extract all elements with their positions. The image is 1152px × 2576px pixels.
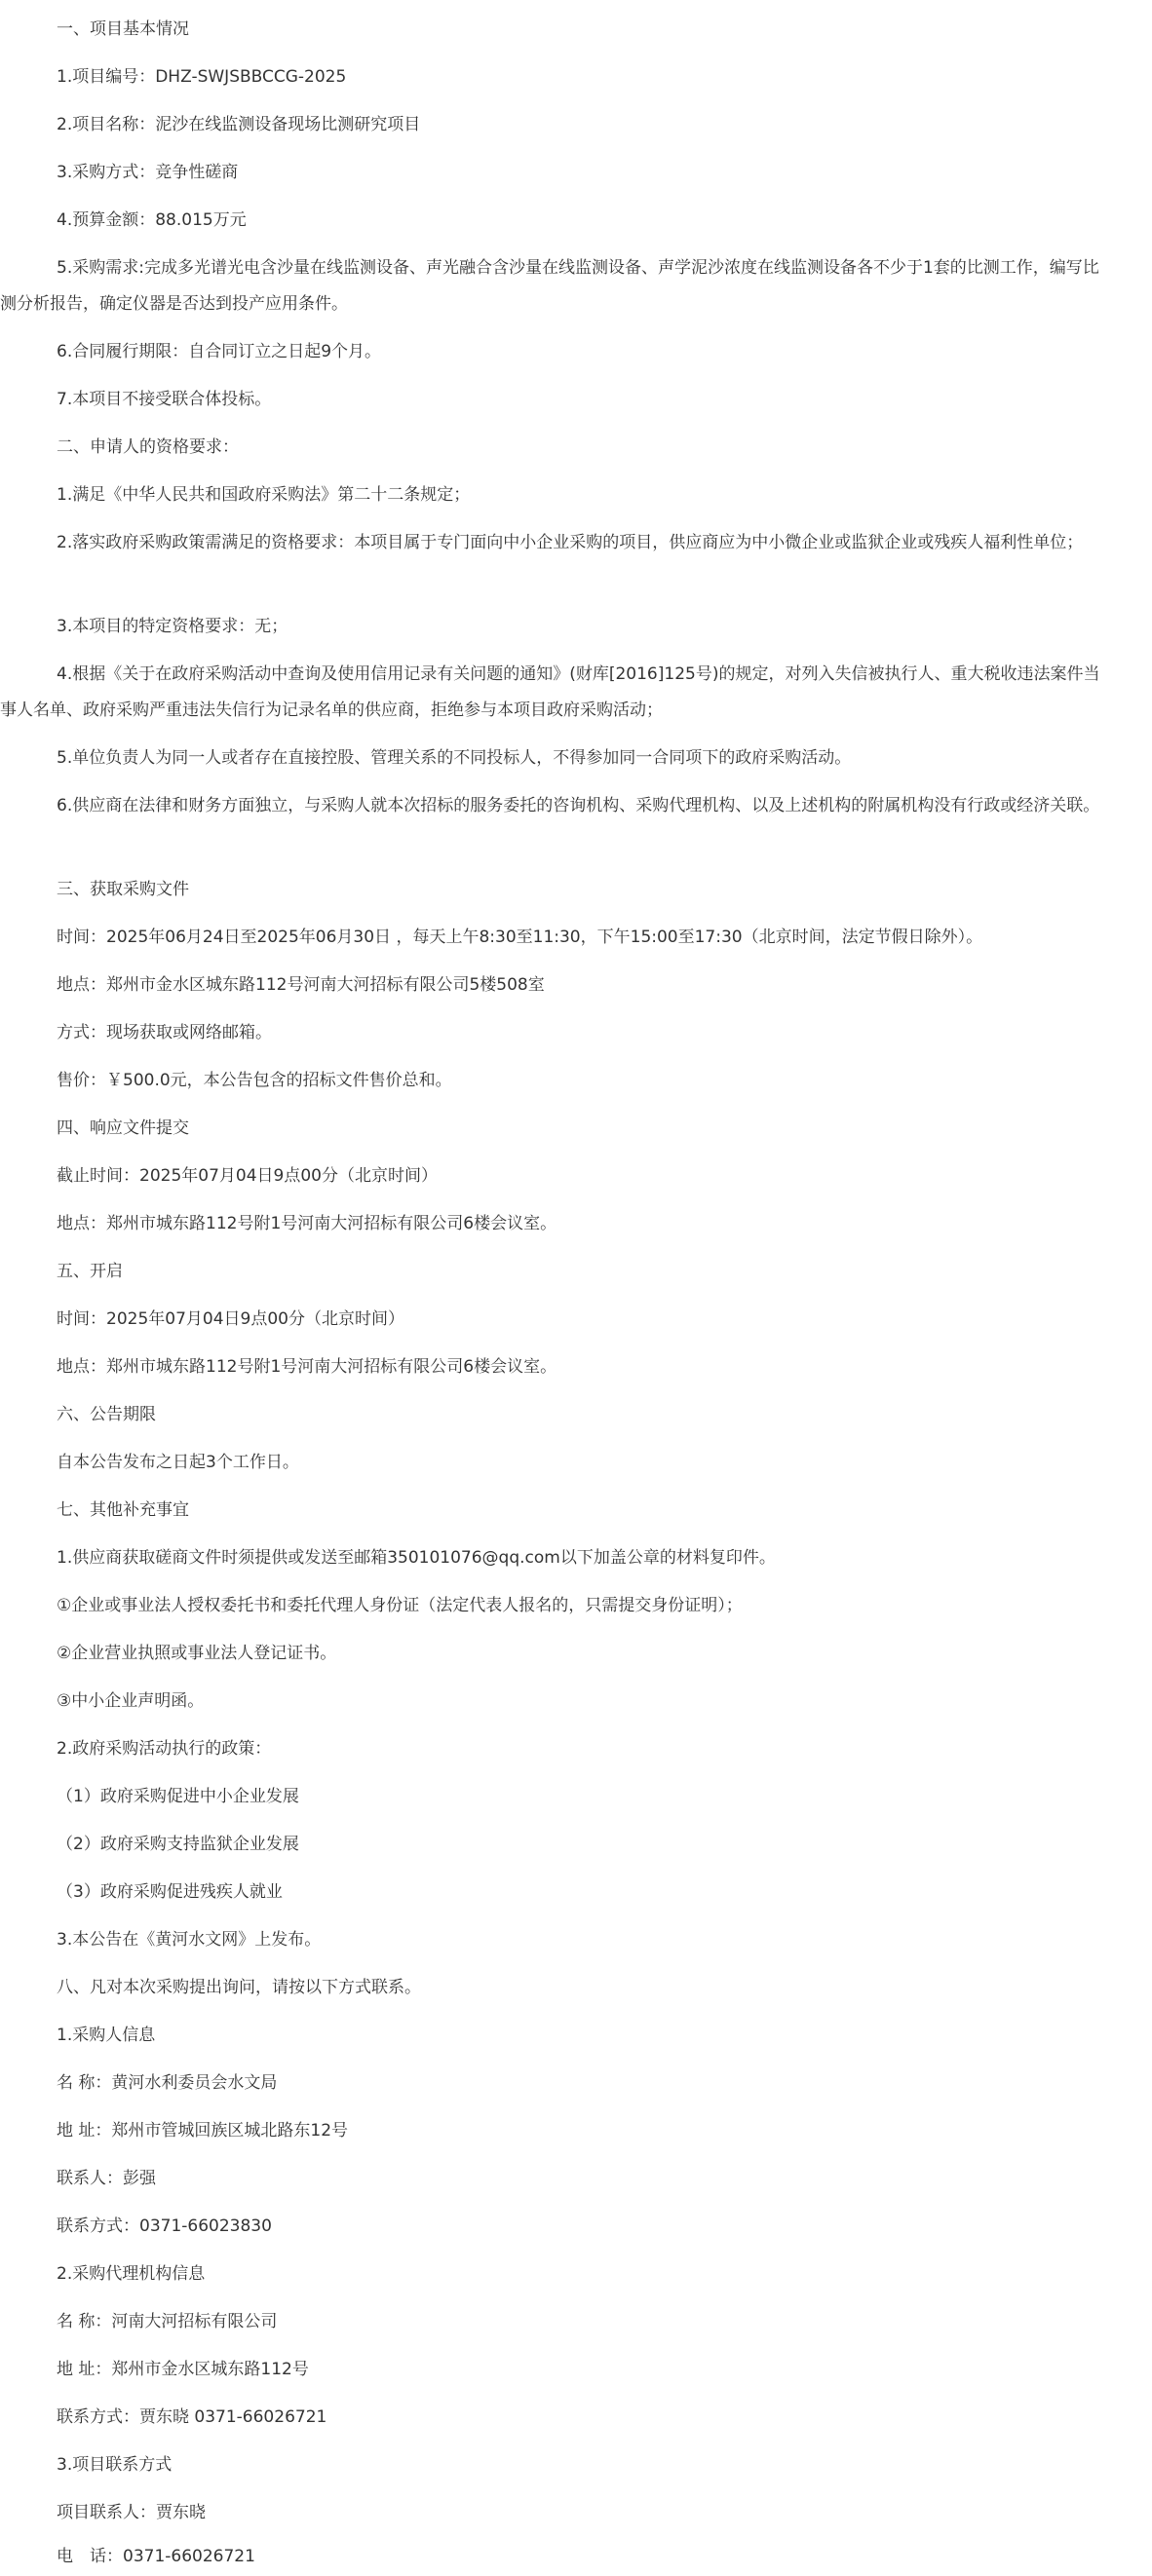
paragraph: 3.采购方式：竞争性磋商 — [57, 163, 239, 182]
paragraph: 售价：￥500.0元，本公告包含的招标文件售价总和。 — [57, 1071, 452, 1090]
section-heading: 四、响应文件提交 — [57, 1118, 189, 1138]
paragraph: ③中小企业声明函。 — [57, 1691, 205, 1711]
section-heading: 二、申请人的资格要求： — [57, 437, 239, 457]
paragraph: 方式：现场获取或网络邮箱。 — [57, 1023, 272, 1042]
paragraph: 1.满足《中华人民共和国政府采购法》第二十二条规定； — [57, 485, 471, 505]
paragraph: 1.供应商获取磋商文件时须提供或发送至邮箱350101076@qq.com以下加盖公章的材料复印件。 — [57, 1548, 776, 1568]
paragraph: 名 称：黄河水利委员会水文局 — [57, 2073, 278, 2093]
paragraph: 4.根据《关于在政府采购活动中查询及使用信用记录有关问题的通知》(财库[2016]125号)的规定，对列入失信被执行人、重大税收违法案件当事人名单、政府采购严重违法失信行为记录名单的供应商，拒绝参与本项目政府采购活动； — [0, 664, 1100, 720]
paragraph: 地 址：郑州市金水区城东路112号 — [57, 2360, 309, 2379]
paragraph: （3）政府采购促进残疾人就业 — [57, 1882, 283, 1902]
section-heading: 一、项目基本情况 — [57, 19, 189, 39]
paragraph: 2.落实政府采购政策需满足的资格要求：本项目属于专门面向中小企业采购的项目，供应商应为中小微企业或监狱企业或残疾人福利性单位； — [57, 533, 1084, 552]
paragraph: ②企业营业执照或事业法人登记证书。 — [57, 1644, 337, 1663]
paragraph: 地 址：郑州市管城回族区城北路东12号 — [57, 2121, 349, 2140]
paragraph: 电 话：0371-66026721 — [57, 2547, 255, 2566]
paragraph: 时间：2025年07月04日9点00分（北京时间） — [57, 1309, 404, 1329]
paragraph: 名 称：河南大河招标有限公司 — [57, 2312, 278, 2331]
paragraph: 3.本项目的特定资格要求：无； — [57, 617, 288, 636]
paragraph: 地点：郑州市城东路112号附1号河南大河招标有限公司6楼会议室。 — [57, 1357, 557, 1377]
paragraph: 4.预算金额：88.015万元 — [57, 210, 247, 230]
paragraph: 7.本项目不接受联合体投标。 — [57, 390, 272, 409]
section-heading: 三、获取采购文件 — [57, 880, 189, 899]
paragraph: 5.单位负责人为同一人或者存在直接控股、管理关系的不同投标人，不得参加同一合同项下的政府采购活动。 — [57, 748, 852, 768]
paragraph: 2.采购代理机构信息 — [57, 2264, 206, 2284]
paragraph: ①企业或事业法人授权委托书和委托代理人身份证（法定代表人报名的，只需提交身份证明）； — [57, 1596, 743, 1615]
paragraph: 时间：2025年06月24日至2025年06月30日 ，每天上午8:30至11:30，下午15:00至17:30（北京时间，法定节假日除外）。 — [57, 928, 983, 947]
paragraph: 项目联系人：贾东晓 — [57, 2503, 206, 2522]
paragraph: 自本公告发布之日起3个工作日。 — [57, 1453, 299, 1472]
paragraph: 联系方式：贾东晓 0371-66026721 — [57, 2407, 327, 2427]
paragraph: （1）政府采购促进中小企业发展 — [57, 1787, 299, 1806]
paragraph: 2.项目名称：泥沙在线监测设备现场比测研究项目 — [57, 115, 421, 134]
paragraph: 1.采购人信息 — [57, 2026, 156, 2045]
paragraph: 6.合同履行期限：自合同订立之日起9个月。 — [57, 342, 382, 361]
paragraph: 联系人：彭强 — [57, 2169, 156, 2188]
paragraph: 地点：郑州市城东路112号附1号河南大河招标有限公司6楼会议室。 — [57, 1214, 557, 1233]
paragraph: 3.项目联系方式 — [57, 2455, 173, 2475]
paragraph: 5.采购需求:完成多光谱光电含沙量在线监测设备、声光融合含沙量在线监测设备、声学泥沙浓度在线监测设备各不少于1套的比测工作，编写比测分析报告，确定仪器是否达到投产应用条件。 — [0, 258, 1099, 314]
paragraph: 1.项目编号：DHZ-SWJSBBCCG-2025 — [57, 67, 347, 87]
paragraph: 6.供应商在法律和财务方面独立，与采购人就本次招标的服务委托的咨询机构、采购代理机构、以及上述机构的附属机构没有行政或经济关联。 — [57, 796, 1100, 815]
paragraph: 3.本公告在《黄河水文网》上发布。 — [57, 1930, 322, 1950]
paragraph: 联系方式：0371-66023830 — [57, 2216, 272, 2236]
section-heading: 八、凡对本次采购提出询问，请按以下方式联系。 — [57, 1978, 421, 1997]
paragraph: 地点：郑州市金水区城东路112号河南大河招标有限公司5楼508室 — [57, 975, 545, 995]
section-heading: 五、开启 — [57, 1262, 123, 1281]
paragraph: （2）政府采购支持监狱企业发展 — [57, 1835, 299, 1854]
paragraph: 2.政府采购活动执行的政策： — [57, 1739, 272, 1759]
section-heading: 六、公告期限 — [57, 1405, 156, 1424]
paragraph: 截止时间：2025年07月04日9点00分（北京时间） — [57, 1166, 438, 1186]
section-heading: 七、其他补充事宜 — [57, 1500, 189, 1520]
